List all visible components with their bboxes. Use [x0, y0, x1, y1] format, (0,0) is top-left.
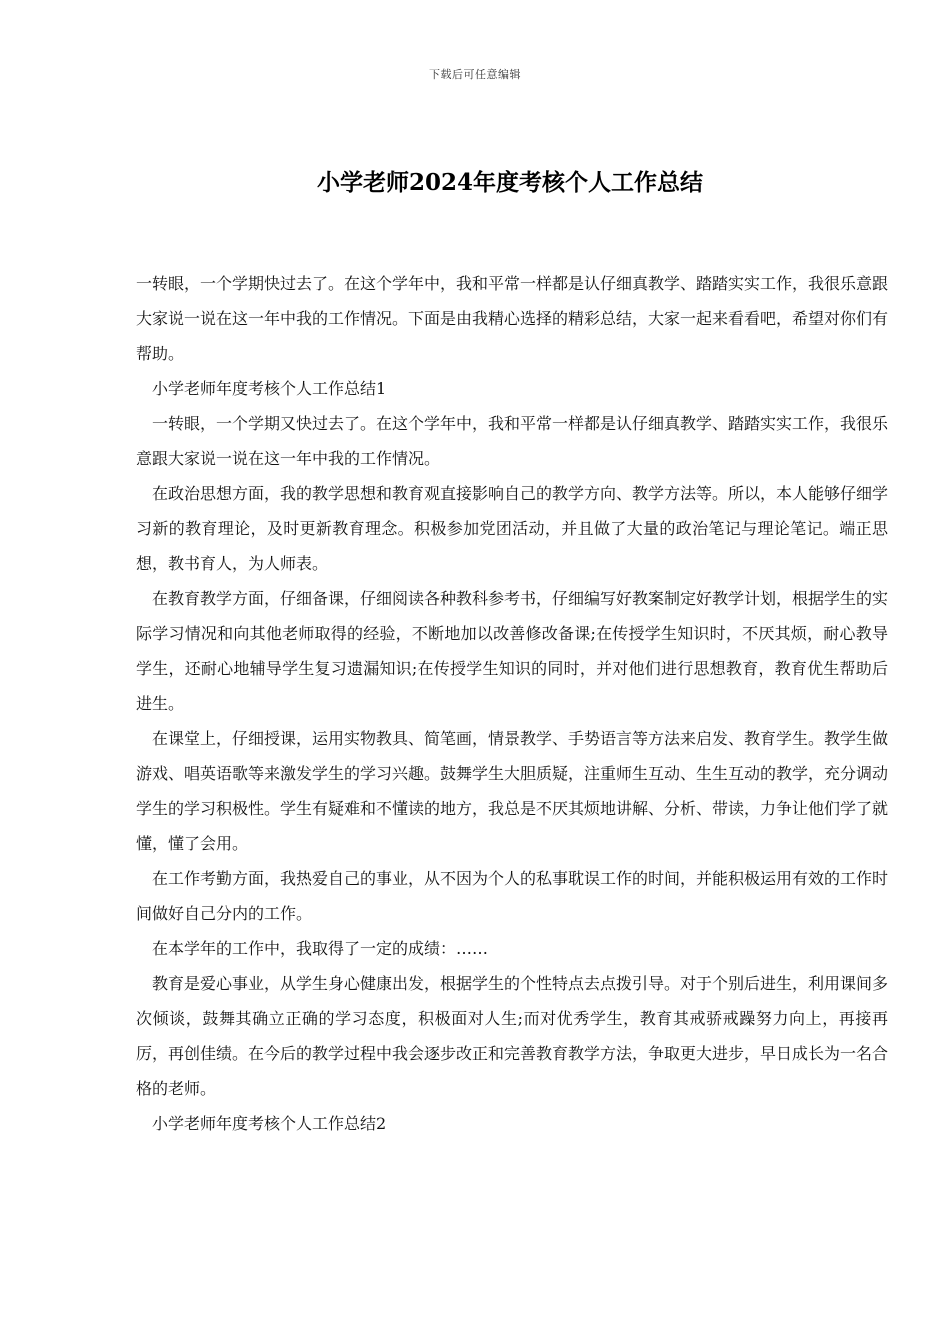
document-body — [136, 266, 888, 1141]
intro-paragraph: 一转眼，一个学期快过去了。在这个学年中，我和平常一样都是认仔细真教学、踏踏实实工作，我很乐意跟大家说一说在这一年中我的工作情况。下面是由我精心选择的精彩总结，大家一起来看看吧，希望对你们有帮助。 — [136, 274, 889, 363]
body-paragraph: 在教育教学方面，仔细备课，仔细阅读各种教科参考书，仔细编写好教案制定好教学计划，根据学生的实际学习情况和向其他老师取得的经验，不断地加以改善修改备课;在传授学生知识时，不厌其烦，耐心教导学生，还耐心地辅导学生复习遗漏知识;在传授学生知识的同时，并对他们进行思想教育，教育优生帮助后进生。 — [136, 589, 889, 713]
body-paragraph: 在本学年的工作中，我取得了一定的成绩：…… — [152, 939, 489, 958]
section-heading-1: 小学老师年度考核个人工作总结1 — [152, 379, 387, 398]
header-note: 下载后可任意编辑 — [429, 68, 521, 81]
section-heading-2: 小学老师年度考核个人工作总结2 — [152, 1114, 387, 1133]
document-title: 小学老师2024年度考核个人工作总结 — [316, 169, 703, 196]
body-paragraph: 在课堂上，仔细授课，运用实物教具、简笔画，情景教学、手势语言等方法来启发、教育学生。教学生做游戏、唱英语歌等来激发学生的学习兴趣。鼓舞学生大胆质疑，注重师生互动、生生互动的教学，充分调动学生的学习积极性。学生有疑难和不懂读的地方，我总是不厌其烦地讲解、分析、带读，力争让他们学了就懂，懂了会用。 — [136, 729, 889, 853]
body-paragraph: 一转眼，一个学期又快过去了。在这个学年中，我和平常一样都是认仔细真教学、踏踏实实工作，我很乐意跟大家说一说在这一年中我的工作情况。 — [136, 414, 889, 468]
body-paragraph: 教育是爱心事业，从学生身心健康出发，根据学生的个性特点去点拨引导。对于个别后进生，利用课间多次倾谈，鼓舞其确立正确的学习态度，积极面对人生;而对优秀学生，教育其戒骄戒躁努力向上，再接再厉，再创佳绩。在今后的教学过程中我会逐步改正和完善教育教学方法，争取更大进步，早日成长为一名合格的老师。 — [136, 974, 889, 1098]
body-paragraph: 在工作考勤方面，我热爱自己的事业，从不因为个人的私事耽误工作的时间，并能积极运用有效的工作时间做好自己分内的工作。 — [136, 869, 889, 923]
body-paragraph: 在政治思想方面，我的教学思想和教育观直接影响自己的教学方向、教学方法等。所以，本人能够仔细学习新的教育理论，及时更新教育理念。积极参加党团活动，并且做了大量的政治笔记与理论笔记。端正思想，教书育人，为人师表。 — [136, 484, 889, 573]
